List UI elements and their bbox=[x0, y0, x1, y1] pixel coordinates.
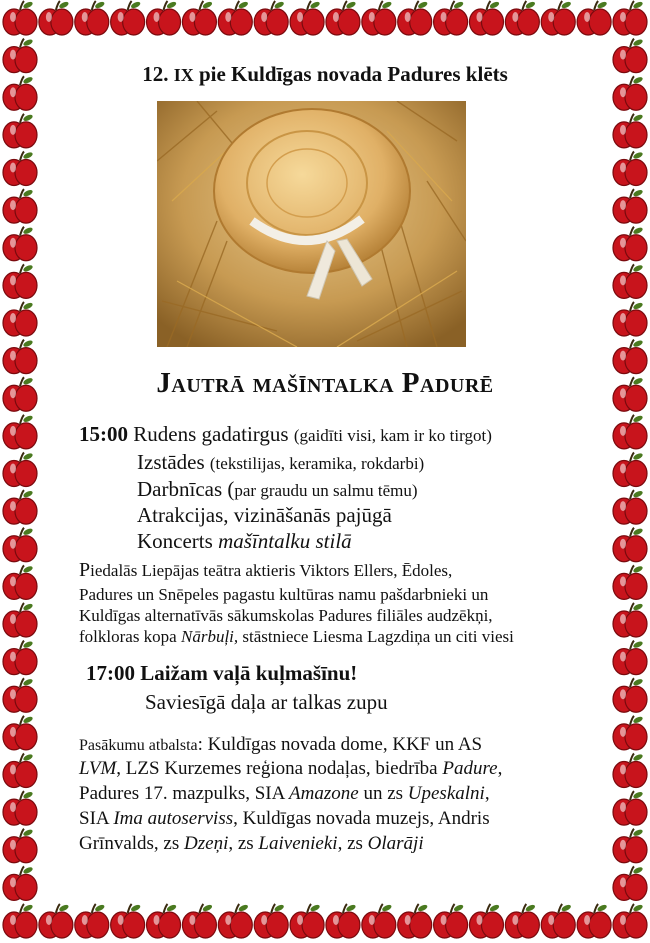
apple-icon bbox=[398, 1, 432, 35]
apple-icon bbox=[182, 1, 216, 35]
apple-icon bbox=[577, 1, 611, 35]
apple-icon bbox=[613, 640, 647, 674]
apple-icon bbox=[254, 1, 288, 35]
apple-icon bbox=[3, 603, 37, 637]
apple-icon bbox=[613, 791, 647, 825]
apple-icon bbox=[3, 452, 37, 486]
apple-icon bbox=[3, 904, 37, 938]
schedule-line-5: Koncerts mašīntalku stilā bbox=[137, 529, 352, 553]
apple-icon bbox=[111, 904, 145, 938]
apple-icon bbox=[218, 1, 252, 35]
apple-icon bbox=[541, 904, 575, 938]
participants-line-1: Piedalās Liepājas teātra aktieris Viktors Ellers, Ēdoles, bbox=[79, 559, 453, 581]
apple-icon bbox=[541, 1, 575, 35]
apple-icon bbox=[434, 904, 468, 938]
apple-icon bbox=[3, 828, 37, 862]
apple-icon bbox=[613, 603, 647, 637]
apple-icon bbox=[362, 904, 396, 938]
apple-icon bbox=[254, 904, 288, 938]
apple-icon bbox=[505, 1, 539, 35]
apple-icon bbox=[613, 490, 647, 524]
apple-icon bbox=[613, 527, 647, 561]
apple-icon bbox=[326, 904, 360, 938]
participants-line-4: folkloras kopa Nārbuļi, stāstniece Liesma Lagzdiņa un citi viesi bbox=[79, 627, 514, 646]
apple-icon bbox=[3, 414, 37, 448]
apple-icon bbox=[613, 828, 647, 862]
apple-icon bbox=[613, 753, 647, 787]
apple-icon bbox=[577, 904, 611, 938]
participants-line-3: Kuldīgas alternatīvās sākumskolas Padures filiāles audzēkņi, bbox=[79, 606, 493, 625]
apple-icon bbox=[469, 1, 503, 35]
apple-icon bbox=[39, 1, 73, 35]
apple-icon bbox=[3, 791, 37, 825]
schedule-line-2: Izstādes (tekstilijas, keramika, rokdarbi) bbox=[137, 450, 425, 474]
schedule-line-4: Atrakcijas, vizināšanās pajūgā bbox=[137, 503, 392, 527]
apple-icon bbox=[111, 1, 145, 35]
apple-icon bbox=[326, 1, 360, 35]
sponsors-line-1: Pasākumu atbalsta: Kuldīgas novada dome, KKF un AS bbox=[79, 734, 483, 755]
apple-icon bbox=[613, 189, 647, 223]
sponsors-line-5: Grīnvalds, zs Dzeņi, zs Laivenieki, zs Olarāji bbox=[79, 833, 424, 854]
apple-icon bbox=[362, 1, 396, 35]
apple-icon bbox=[613, 678, 647, 712]
apple-icon bbox=[398, 904, 432, 938]
apple-icon bbox=[3, 715, 37, 749]
apple-icon bbox=[39, 904, 73, 938]
apple-icon bbox=[218, 904, 252, 938]
apple-icon bbox=[613, 1, 647, 35]
apple-icon bbox=[290, 904, 324, 938]
apple-icon bbox=[613, 452, 647, 486]
apple-icon bbox=[3, 302, 37, 336]
page-title: 12. IX pie Kuldīgas novada Padures klēts bbox=[142, 62, 508, 86]
apple-icon bbox=[3, 1, 37, 35]
apple-icon bbox=[613, 904, 647, 938]
second-event-title: 17:00 Laižam vaļā kuļmašīnu! bbox=[86, 661, 358, 685]
apple-icon bbox=[75, 1, 109, 35]
apple-icon bbox=[613, 715, 647, 749]
apple-icon bbox=[290, 1, 324, 35]
apple-icon bbox=[3, 151, 37, 185]
sponsors-line-4: SIA Ima autoserviss, Kuldīgas novada muzejs, Andris bbox=[79, 808, 490, 829]
apple-icon bbox=[3, 640, 37, 674]
apple-icon bbox=[3, 226, 37, 260]
apple-icon bbox=[469, 904, 503, 938]
schedule-line-1: 15:00 Rudens gadatirgus (gaidīti visi, kam ir ko tirgot) bbox=[79, 422, 492, 446]
apple-icon bbox=[613, 226, 647, 260]
apple-icon bbox=[3, 264, 37, 298]
participants-line-2: Padures un Snēpeles pagastu kultūras namu pašdarbnieki un bbox=[79, 585, 489, 604]
apple-icon bbox=[182, 904, 216, 938]
straw-hat-photo bbox=[157, 101, 466, 347]
event-headline: Jautrā mašīntalka Padurē bbox=[156, 367, 494, 399]
apple-icon bbox=[505, 904, 539, 938]
apple-icon bbox=[3, 189, 37, 223]
apple-icon bbox=[613, 565, 647, 599]
second-event-sub: Saviesīgā daļa ar talkas zupu bbox=[145, 690, 388, 714]
apple-icon bbox=[147, 1, 181, 35]
apple-icon bbox=[147, 904, 181, 938]
apple-icon bbox=[3, 527, 37, 561]
apple-icon bbox=[3, 113, 37, 147]
apple-icon bbox=[434, 1, 468, 35]
apple-icon bbox=[613, 866, 647, 900]
apple-icon bbox=[613, 264, 647, 298]
apple-icon bbox=[3, 866, 37, 900]
apple-icon bbox=[3, 678, 37, 712]
apple-icon bbox=[613, 302, 647, 336]
apple-icon bbox=[613, 113, 647, 147]
sponsors-line-2: LVM, LZS Kurzemes reģiona nodaļas, biedrība Padure, bbox=[79, 758, 503, 779]
apple-icon bbox=[613, 414, 647, 448]
apple-icon bbox=[3, 565, 37, 599]
sponsors-line-3: Padures 17. mazpulks, SIA Amazone un zs Upeskalni, bbox=[79, 783, 490, 804]
apple-icon bbox=[613, 151, 647, 185]
apple-icon bbox=[3, 490, 37, 524]
apple-icon bbox=[75, 904, 109, 938]
apple-icon bbox=[3, 753, 37, 787]
schedule-line-3: Darbnīcas (par graudu un salmu tēmu) bbox=[137, 477, 418, 501]
